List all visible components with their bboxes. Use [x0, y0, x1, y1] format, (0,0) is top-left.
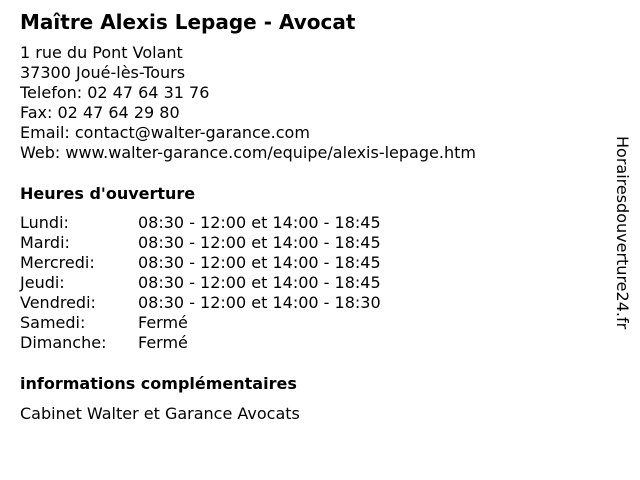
hours-row-monday — [20, 213, 381, 233]
day-label: Lundi: — [20, 213, 69, 232]
day-hours: Fermé — [138, 313, 188, 332]
fax-number: Fax: 02 47 64 29 80 — [20, 103, 180, 122]
additional-info-heading: informations complémentaires — [20, 374, 297, 393]
watermark-text: Horairesdouverture24.fr — [613, 136, 632, 330]
hours-row-thursday — [20, 273, 381, 293]
day-hours: 08:30 - 12:00 et 14:00 - 18:45 — [138, 273, 381, 292]
additional-info-text: Cabinet Walter et Garance Avocats — [20, 404, 300, 423]
day-label: Dimanche: — [20, 333, 107, 352]
day-hours: Fermé — [138, 333, 188, 352]
page-title: Maître Alexis Lepage - Avocat — [20, 10, 356, 34]
day-label: Mercredi: — [20, 253, 95, 272]
address-city: 37300 Joué-lès-Tours — [20, 63, 186, 82]
contact-block — [20, 43, 476, 163]
hours-row-wednesday — [20, 253, 381, 273]
phone-number: Telefon: 02 47 64 31 76 — [20, 83, 210, 102]
hours-row-sunday — [20, 333, 381, 353]
opening-hours-table — [20, 213, 381, 353]
day-label: Samedi: — [20, 313, 86, 332]
address-street: 1 rue du Pont Volant — [20, 43, 183, 62]
hours-row-saturday — [20, 313, 381, 333]
opening-hours-heading: Heures d'ouverture — [20, 184, 196, 203]
day-hours: 08:30 - 12:00 et 14:00 - 18:30 — [138, 293, 381, 312]
day-hours: 08:30 - 12:00 et 14:00 - 18:45 — [138, 253, 381, 272]
hours-row-tuesday — [20, 233, 381, 253]
day-hours: 08:30 - 12:00 et 14:00 - 18:45 — [138, 233, 381, 252]
day-hours: 08:30 - 12:00 et 14:00 - 18:45 — [138, 213, 381, 232]
watermark — [600, 136, 640, 370]
day-label: Mardi: — [20, 233, 70, 252]
day-label: Jeudi: — [20, 273, 65, 292]
website-url: Web: www.walter-garance.com/equipe/alexis-lepage.htm — [20, 143, 476, 162]
day-label: Vendredi: — [20, 293, 96, 312]
email-address: Email: contact@walter-garance.com — [20, 123, 310, 142]
hours-row-friday — [20, 293, 381, 313]
